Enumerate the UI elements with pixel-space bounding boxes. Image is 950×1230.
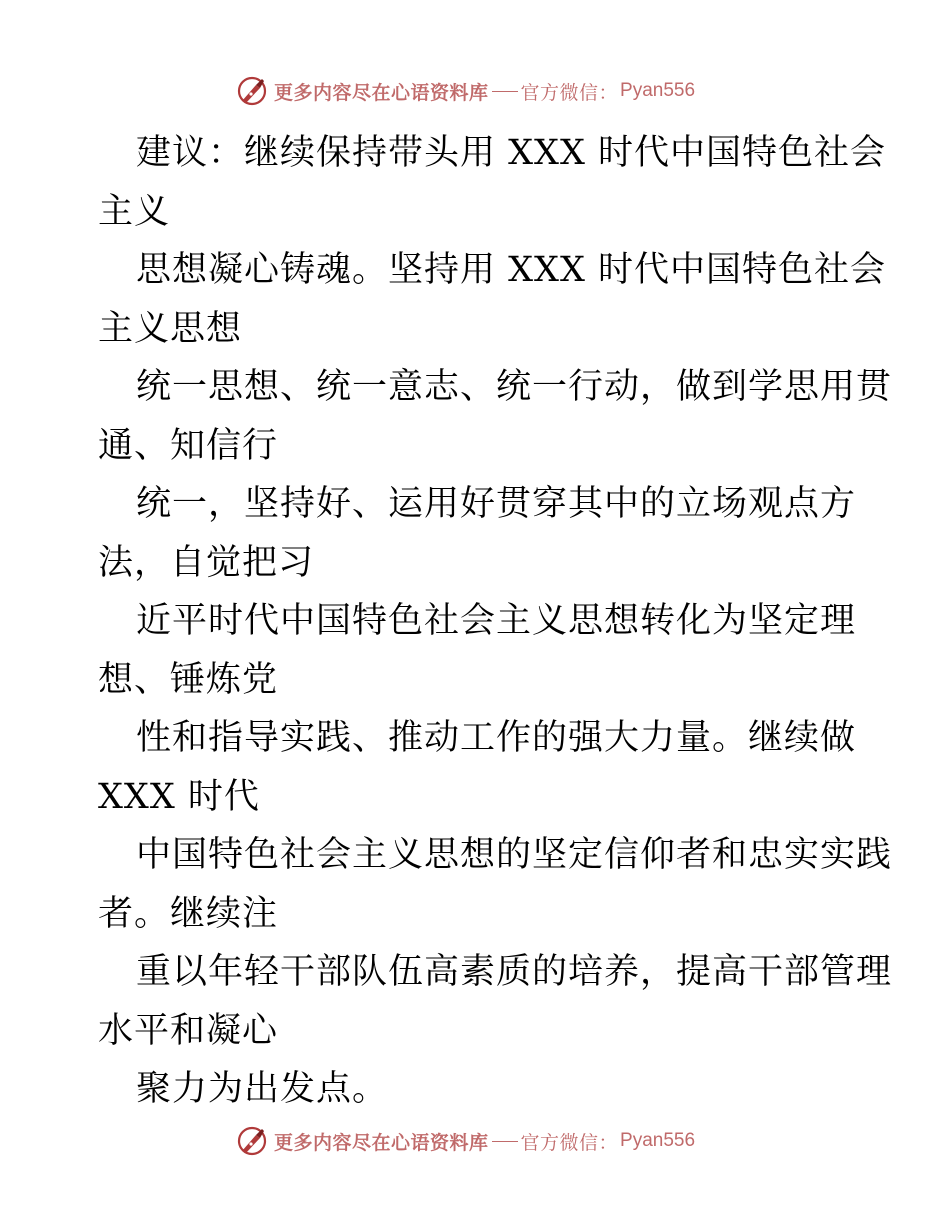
text-line: 想、锤炼党	[98, 659, 279, 700]
text-line: 水平和凝心	[98, 1010, 279, 1051]
text-line: 聚力为出发点。	[136, 1069, 389, 1109]
pen-nib-logo-icon	[236, 75, 268, 107]
text-line: 者。继续注	[98, 893, 279, 934]
text-line: 主义	[98, 191, 171, 232]
text-line: 统一，坚持好、运用好贯穿其中的立场观点方	[136, 484, 857, 524]
watermark-brand-text: 更多内容尽在心语资料库	[274, 1131, 489, 1154]
text-line: 性和指导实践、推动工作的强大力量。继续做	[136, 718, 857, 758]
text-line: 建议：继续保持带头用 XXX 时代中国特色社会	[136, 133, 887, 173]
text-line: 通、知信行	[98, 425, 279, 466]
watermark-brand-text: 更多内容尽在心语资料库	[274, 81, 489, 104]
watermark-wechat-id: Pyan556	[620, 1130, 696, 1151]
text-line: 重以年轻干部队伍高素质的培养，提高干部管理	[136, 952, 893, 992]
watermark-dash	[492, 91, 518, 92]
watermark-header	[236, 74, 695, 108]
watermark-footer	[236, 1124, 695, 1158]
text-line: XXX 时代	[98, 776, 260, 817]
document-body	[98, 124, 898, 1119]
text-line: 中国特色社会主义思想的坚定信仰者和忠实实践	[136, 835, 893, 875]
watermark-wechat-id: Pyan556	[620, 80, 696, 101]
text-line: 法，自觉把习	[98, 542, 315, 583]
text-line: 近平时代中国特色社会主义思想转化为坚定理	[136, 601, 857, 641]
watermark-dash	[492, 1141, 518, 1142]
text-line: 统一思想、统一意志、统一行动，做到学思用贯	[136, 367, 893, 407]
text-line: 思想凝心铸魂。坚持用 XXX 时代中国特色社会	[136, 250, 887, 290]
pen-nib-logo-icon	[236, 1125, 268, 1157]
text-line: 主义思想	[98, 308, 243, 349]
watermark-official-label: 官方微信：	[520, 1131, 619, 1154]
watermark-official-label: 官方微信：	[520, 81, 619, 104]
